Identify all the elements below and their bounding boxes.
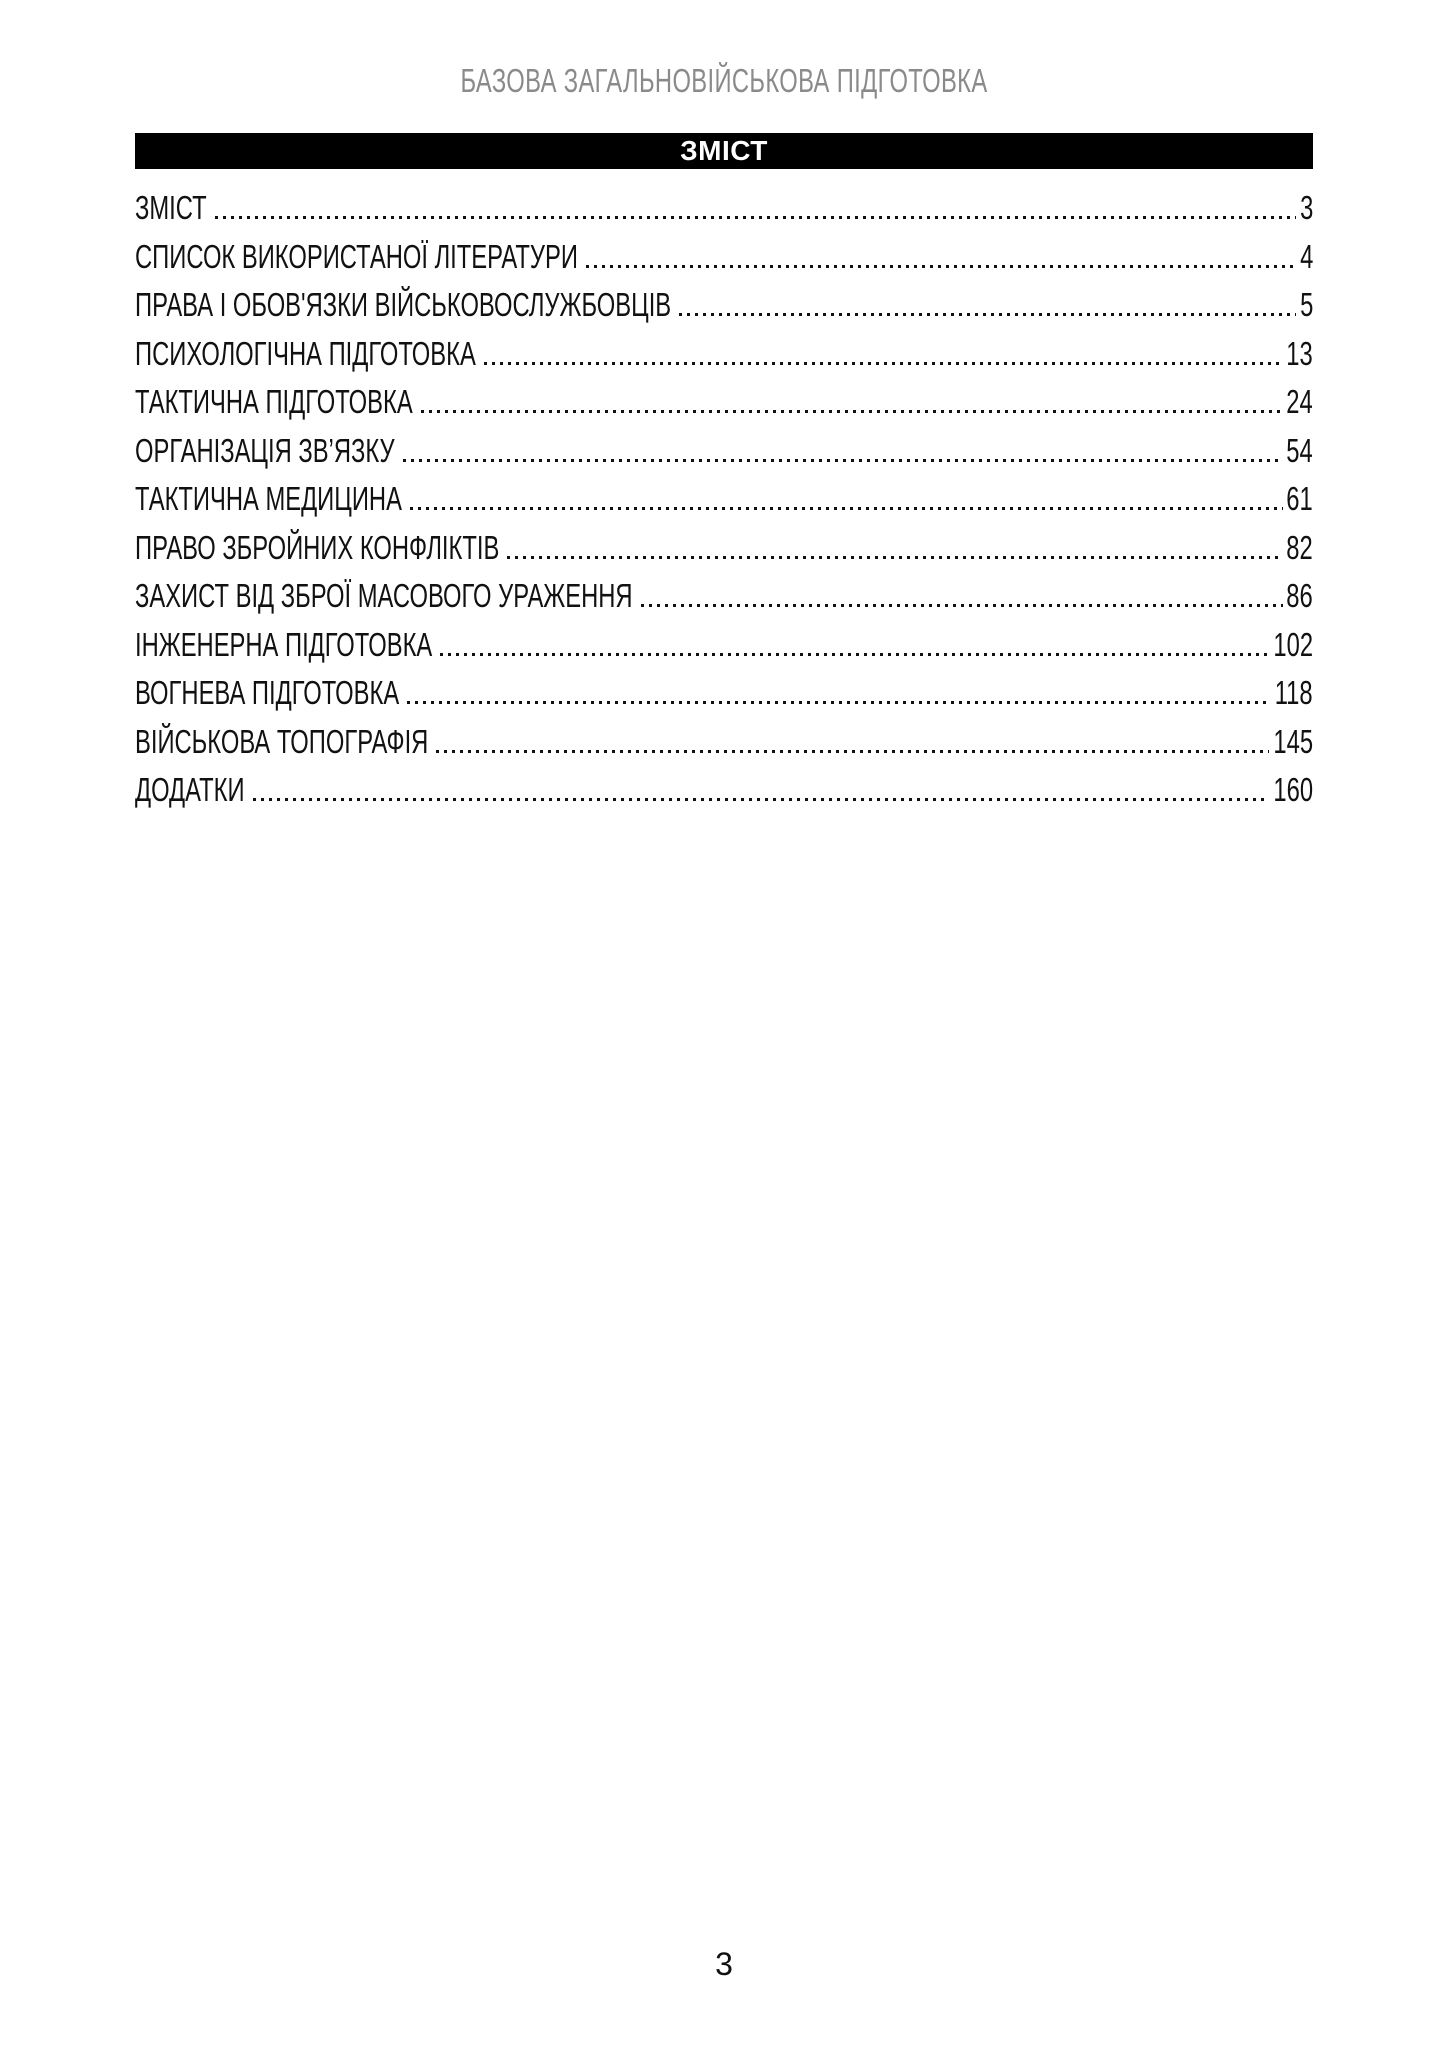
toc-dot-leader — [440, 653, 1269, 656]
running-header — [0, 64, 1448, 97]
toc-entry[interactable] — [135, 572, 1313, 621]
toc-dot-leader — [484, 362, 1283, 365]
toc-entry[interactable] — [135, 621, 1313, 670]
toc-entry-page: 13 — [1286, 334, 1313, 372]
toc-entry-title: ПСИХОЛОГІЧНА ПІДГОТОВКА — [135, 334, 476, 372]
toc-entry[interactable] — [135, 669, 1313, 718]
toc-entry-title: СПИСОК ВИКОРИСТАНОЇ ЛІТЕРАТУРИ — [135, 237, 578, 275]
toc-entry-page: 145 — [1273, 722, 1313, 760]
page-number-footer: 3 — [715, 1946, 733, 1982]
toc-entry-title: ТАКТИЧНА МЕДИЦИНА — [135, 480, 402, 517]
toc-entry-page: 86 — [1286, 577, 1313, 614]
toc-entry-page: 102 — [1273, 625, 1313, 663]
toc-entry-title: ВОГНЕВА ПІДГОТОВКА — [135, 674, 400, 711]
toc-entry-page: 118 — [1275, 674, 1313, 711]
toc-entry-page: 3 — [1299, 189, 1313, 226]
contents-title-bar — [135, 133, 1313, 169]
toc-entry-page: 24 — [1286, 383, 1313, 420]
toc-dot-leader — [253, 798, 1270, 801]
toc-entry[interactable] — [135, 233, 1313, 282]
page-footer — [0, 1944, 1448, 1984]
toc-dot-leader — [403, 459, 1283, 462]
toc-entry-page: 54 — [1286, 431, 1313, 469]
toc-dot-leader — [410, 507, 1283, 510]
toc-entry-title: ЗМІСТ — [135, 189, 207, 226]
toc-entry-title: ІНЖЕНЕРНА ПІДГОТОВКА — [135, 625, 433, 663]
toc-entry-title: ПРАВА І ОБОВ'ЯЗКИ ВІЙСЬКОВОСЛУЖБОВЦІВ — [135, 286, 672, 323]
toc-dot-leader — [436, 750, 1269, 753]
toc-entry-page: 5 — [1299, 286, 1313, 323]
toc-entry-title: ВІЙСЬКОВА ТОПОГРАФІЯ — [135, 722, 429, 760]
toc-entry[interactable] — [135, 524, 1313, 573]
toc-entry-title: ТАКТИЧНА ПІДГОТОВКА — [135, 383, 413, 420]
toc-entry[interactable] — [135, 330, 1313, 379]
toc-entry-page: 82 — [1286, 528, 1313, 566]
toc-dot-leader — [215, 216, 1296, 219]
toc-dot-leader — [641, 604, 1283, 607]
toc-entry[interactable] — [135, 766, 1313, 815]
toc-entry[interactable] — [135, 378, 1313, 427]
toc-dot-leader — [679, 313, 1296, 316]
toc-entry-page: 160 — [1273, 771, 1313, 808]
toc-entry-title: ДОДАТКИ — [135, 771, 245, 808]
toc-dot-leader — [507, 556, 1282, 559]
toc-entry[interactable] — [135, 718, 1313, 767]
contents-title: ЗМІСТ — [680, 135, 768, 166]
toc-entry[interactable] — [135, 475, 1313, 524]
toc-entry[interactable] — [135, 281, 1313, 330]
toc-entry-title: ОРГАНІЗАЦІЯ ЗВ’ЯЗКУ — [135, 431, 395, 469]
toc-entry[interactable] — [135, 184, 1313, 233]
toc-entry-page: 4 — [1299, 237, 1313, 275]
toc-entry[interactable] — [135, 427, 1313, 476]
toc-dot-leader — [407, 701, 1271, 704]
table-of-contents — [135, 184, 1313, 815]
toc-entry-title: ПРАВО ЗБРОЙНИХ КОНФЛІКТІВ — [135, 528, 500, 566]
running-header-text: БАЗОВА ЗАГАЛЬНОВІЙСЬКОВА ПІДГОТОВКА — [460, 62, 988, 99]
toc-dot-leader — [421, 410, 1283, 413]
toc-entry-page: 61 — [1286, 480, 1313, 517]
toc-entry-title: ЗАХИСТ ВІД ЗБРОЇ МАСОВОГО УРАЖЕННЯ — [135, 577, 633, 614]
toc-dot-leader — [586, 265, 1296, 268]
